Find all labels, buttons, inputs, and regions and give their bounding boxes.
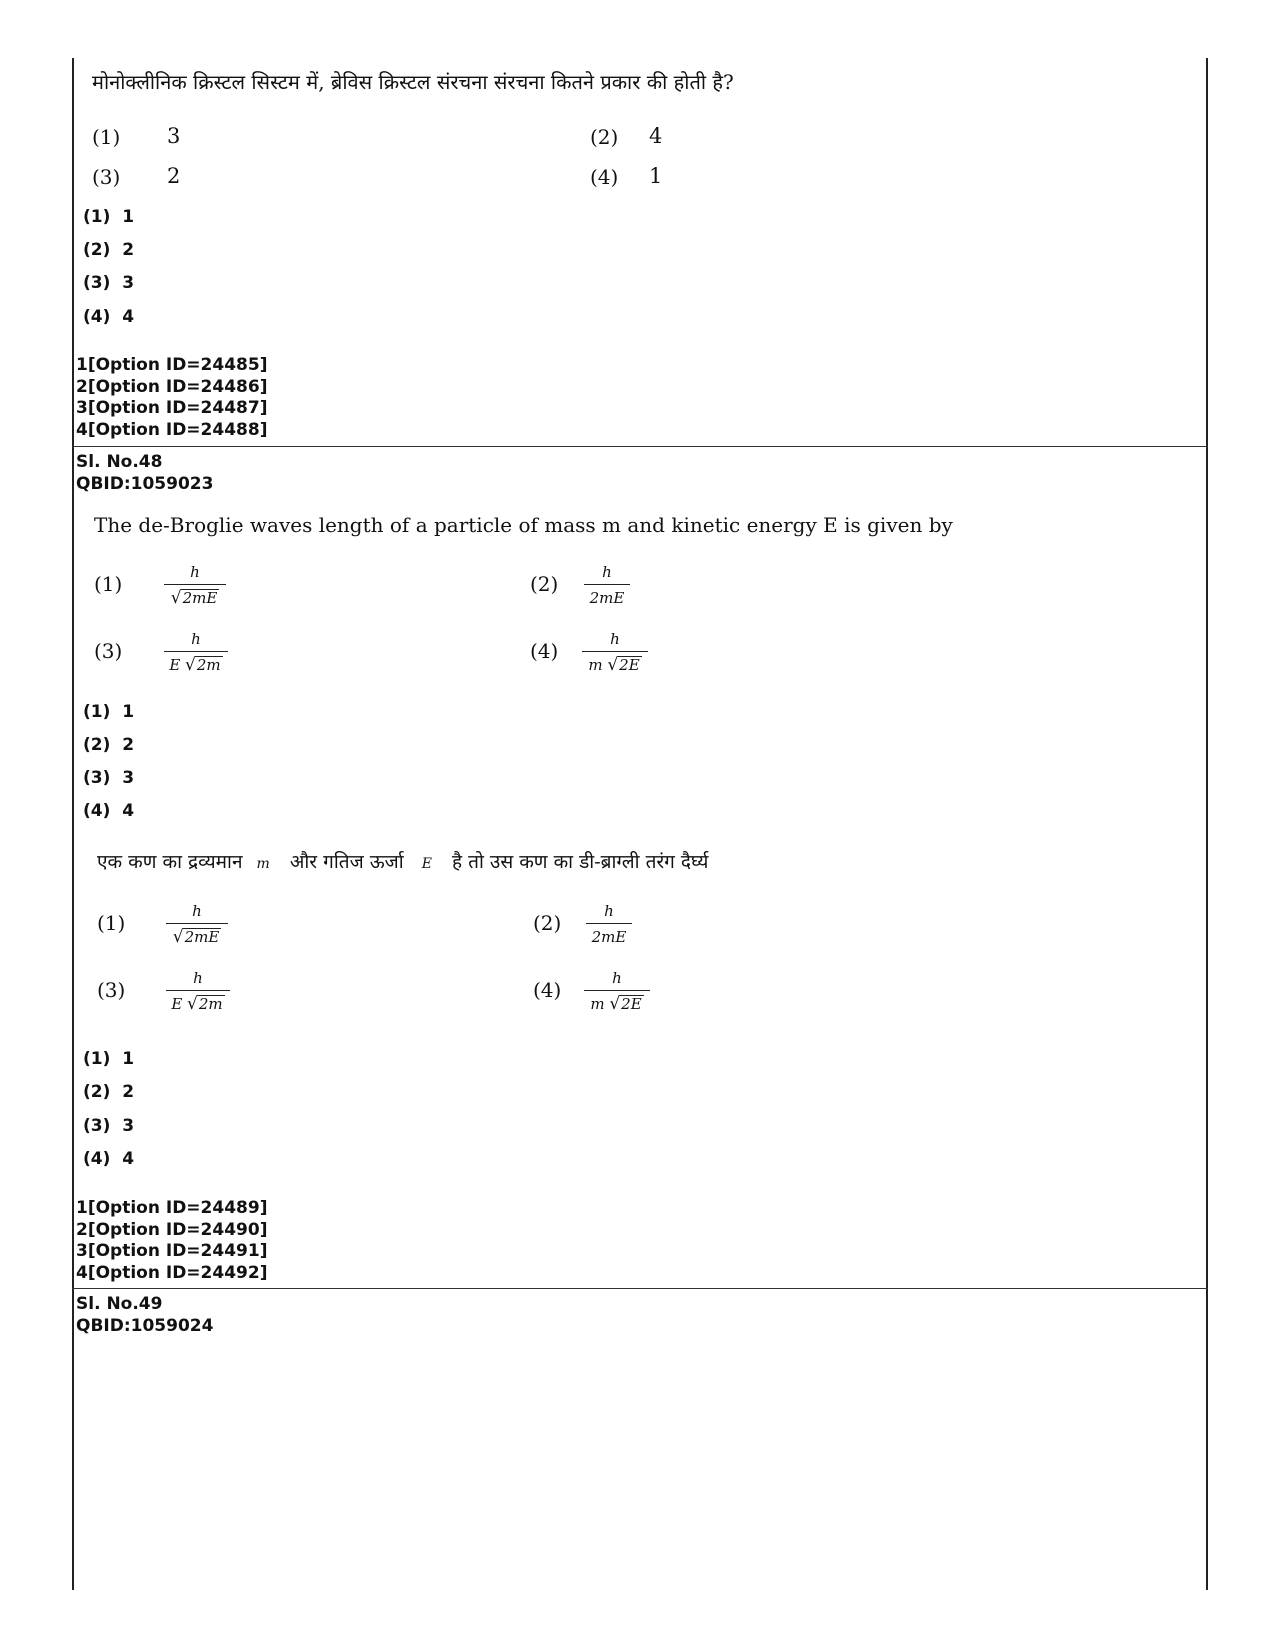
fraction-option-3 [166,968,230,1015]
option-id: 3[Option ID=24491] [76,1241,268,1261]
answer-choice: (3) 3 [83,273,135,293]
option-id: 1[Option ID=24485] [76,355,268,375]
option-number: (2) [530,572,559,596]
question-text-hindi [97,848,708,874]
answer-choice: (4) 4 [83,801,135,821]
fraction-numerator: h [604,902,614,920]
option-value: 1 [649,164,663,188]
serial-number: Sl. No.49 [76,1294,163,1314]
qbid: QBID:1059023 [76,473,214,494]
question-header [76,1294,213,1337]
fraction-option-2 [586,901,632,948]
answer-choice: (4) 4 [83,1149,135,1169]
option-number: (3) [94,639,123,663]
qbid: QBID:1059024 [76,1315,214,1336]
fraction-denominator: E √2m [171,994,223,1014]
fraction-numerator: h [190,563,200,581]
page-frame [72,58,1208,1590]
answer-choice: (2) 2 [83,240,135,260]
answer-choice: (2) 2 [83,1082,135,1102]
option-value: 4 [649,124,663,148]
question-header [76,452,213,495]
fraction-denominator: 2mE [591,928,627,946]
option-id: 4[Option ID=24488] [76,419,268,440]
option-number: (2) [533,911,562,935]
option-number: (4) [530,639,559,663]
option-id: 4[Option ID=24492] [76,1262,268,1283]
fraction-denominator: 2mE [589,589,625,607]
fraction-option-4 [582,629,648,676]
fraction-denominator: √2mE [172,927,220,947]
option-id-list [76,355,267,441]
option-id: 3[Option ID=24487] [76,398,268,418]
fraction-option-1 [166,901,228,948]
fraction-numerator: h [612,969,622,987]
option-id-list [76,1198,267,1284]
fraction-numerator: h [191,630,201,648]
answer-choice: (4) 4 [83,307,135,327]
variable-e: E [421,856,432,872]
question-text-english: The de-Broglie waves length of a particle of mass m and kinetic energy E is given by [94,513,953,537]
section-divider [72,446,1208,447]
option-id: 2[Option ID=24486] [76,376,268,397]
fraction-option-2 [584,562,630,609]
option-id: 1[Option ID=24489] [76,1198,268,1218]
fraction-numerator: h [192,902,202,920]
option-value: 3 [167,124,181,148]
fraction-denominator: m √2E [588,655,640,675]
answer-choice: (1) 1 [83,207,135,227]
option-value: 2 [167,164,181,188]
variable-m: m [256,856,270,872]
answer-choice: (1) 1 [83,1049,135,1069]
option-number: (1) [97,911,126,935]
section-divider [72,1288,1208,1289]
fraction-option-3 [164,629,228,676]
option-number: (2) [590,125,619,149]
fraction-numerator: h [610,630,620,648]
fraction-denominator: E √2m [169,655,221,675]
answer-choice: (1) 1 [83,702,135,722]
answer-choice: (2) 2 [83,735,135,755]
fraction-option-1 [164,562,226,609]
question-hindi-part: एक कण का द्रव्यमान [97,851,243,873]
question-text-hindi: मोनोक्लीनिक क्रिस्टल सिस्टम में, ब्रेविस क्रिस्टल संरचना संरचना कितने प्रकार की होती है? [92,70,734,94]
option-number: (3) [92,165,121,189]
option-number: (4) [590,165,619,189]
option-id: 2[Option ID=24490] [76,1219,268,1240]
fraction-numerator: h [602,563,612,581]
option-number: (3) [97,978,126,1002]
answer-choice: (3) 3 [83,1116,135,1136]
fraction-denominator: √2mE [170,588,218,608]
fraction-option-4 [584,968,650,1015]
serial-number: Sl. No.48 [76,452,163,472]
option-number: (1) [92,125,121,149]
fraction-numerator: h [193,969,203,987]
question-hindi-part: है तो उस कण का डी-ब्राग्ली तरंग दैर्घ्य [451,851,709,873]
option-number: (1) [94,572,123,596]
answer-choice: (3) 3 [83,768,135,788]
fraction-denominator: m √2E [590,994,642,1014]
option-number: (4) [533,978,562,1002]
question-hindi-part: और गतिज ऊर्जा [289,851,404,873]
